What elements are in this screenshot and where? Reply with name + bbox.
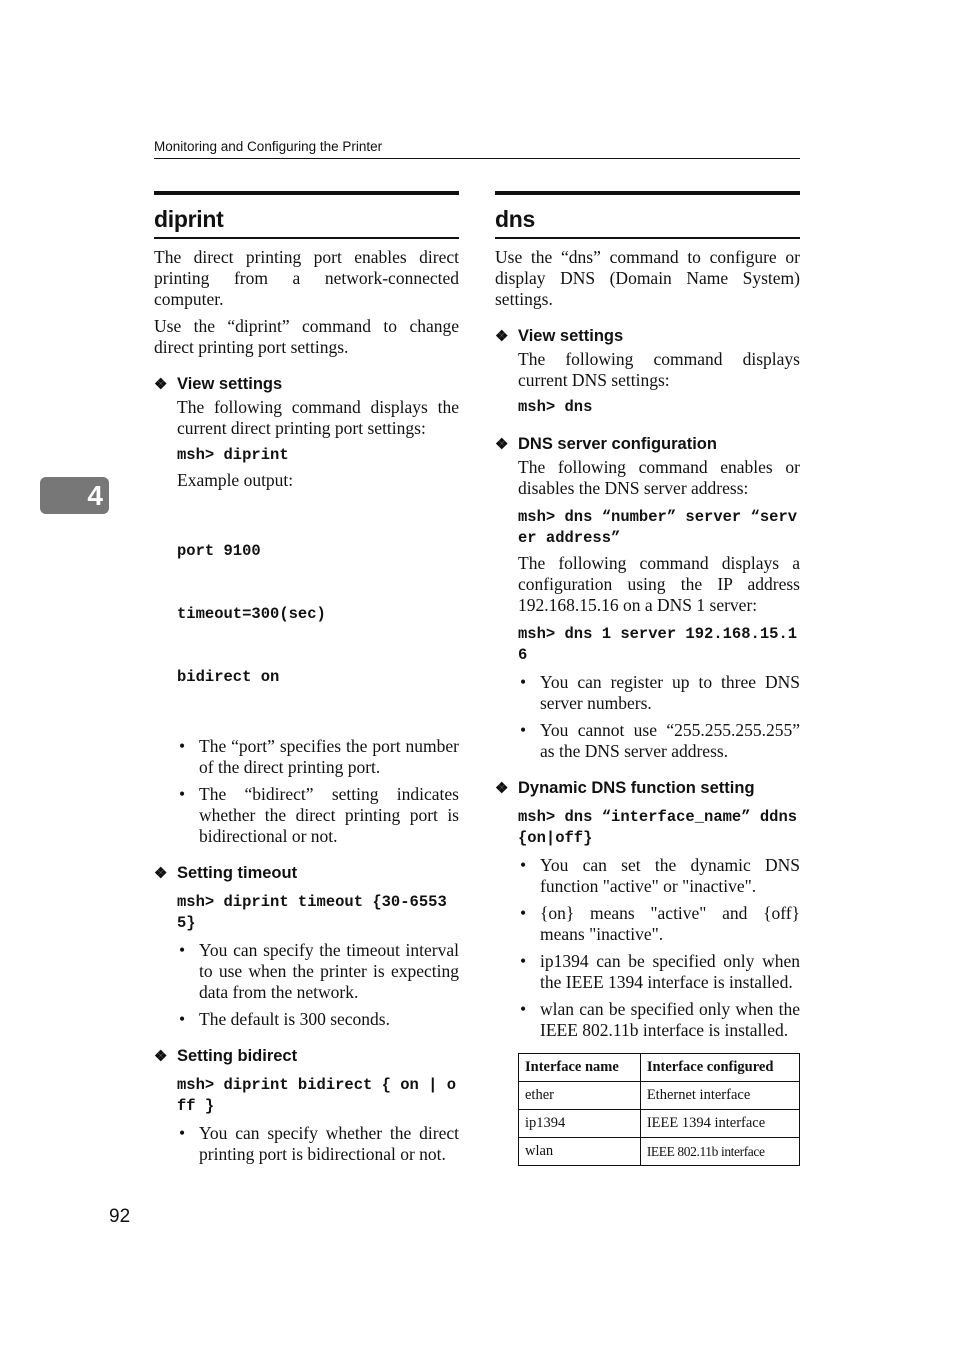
table-cell: ether xyxy=(519,1082,641,1110)
example-output xyxy=(177,499,459,730)
bullet-icon: • xyxy=(179,1009,186,1029)
subheading-setting-bidirect: ❖ Setting bidirect xyxy=(154,1047,298,1065)
command-line: msh> diprint xyxy=(177,446,289,464)
table-cell: wlan xyxy=(519,1138,641,1166)
bullet-list xyxy=(177,1123,459,1165)
bullet-icon: • xyxy=(179,940,186,960)
section-top-rule xyxy=(495,191,800,195)
table-row xyxy=(519,1138,800,1166)
subheading-view-settings: ❖ View settings xyxy=(154,375,283,393)
subheading-dynamic-dns: ❖ Dynamic DNS function setting xyxy=(495,779,755,797)
command-line: msh> dns xyxy=(518,398,593,416)
intro-paragraph: Use the “diprint” command to change direct printing port settings. xyxy=(154,316,459,357)
section-bottom-rule xyxy=(495,237,800,239)
table-cell: IEEE 1394 interface xyxy=(640,1110,799,1138)
command-line: msh> dns 1 server 192.168.15.16 xyxy=(518,625,798,664)
list-item: • {on} means "active" and {off} means "inactive". xyxy=(520,903,800,944)
list-item: • The default is 300 seconds. xyxy=(179,1009,390,1029)
command-line: msh> diprint timeout {30-65535} xyxy=(177,893,447,932)
table-cell: Ethernet interface xyxy=(640,1082,799,1110)
table-header-cell: Interface configured xyxy=(640,1054,799,1082)
intro-paragraph: Use the “dns” command to configure or display DNS (Domain Name System) settings. xyxy=(495,247,800,309)
output-line: timeout=300(sec) xyxy=(177,605,326,623)
diamond-bullet-icon: ❖ xyxy=(495,436,509,453)
subheading-dns-server: ❖ DNS server configuration xyxy=(495,435,717,453)
bullet-list xyxy=(177,736,459,847)
table-header-row xyxy=(519,1054,800,1082)
diamond-bullet-icon: ❖ xyxy=(495,780,509,797)
section-title: diprint xyxy=(154,206,224,232)
list-item: • The “bidirect” setting indicates whether the direct printing port is bidirectional or not. xyxy=(179,784,459,846)
bullet-icon: • xyxy=(520,999,527,1019)
page-number: 92 xyxy=(109,1206,131,1227)
list-item: • You can set the dynamic DNS function "active" or "inactive". xyxy=(520,855,800,896)
table-row xyxy=(519,1110,800,1138)
view-description: The following command displays the current direct printing port settings: xyxy=(177,397,459,438)
bullet-icon: • xyxy=(520,951,527,971)
section-bottom-rule xyxy=(154,237,459,239)
example-label: Example output: xyxy=(177,470,294,490)
view-description: The following command displays current DNS settings: xyxy=(518,349,800,390)
chapter-tab: 4 xyxy=(40,477,109,514)
bullet-icon: • xyxy=(520,903,527,923)
output-line: port 9100 xyxy=(177,542,261,560)
list-item: • You can specify the timeout interval to use when the printer is expecting data from the network. xyxy=(179,940,459,1002)
server-example-description: The following command displays a configuration using the IP address 192.168.15.16 on a DNS 1 server: xyxy=(518,553,800,615)
running-header: Monitoring and Configuring the Printer xyxy=(154,139,383,154)
bullet-icon: • xyxy=(179,784,186,804)
diprint-section xyxy=(154,191,459,1171)
intro-paragraph: The direct printing port enables direct printing from a network-connected computer. xyxy=(154,247,459,309)
bullet-icon: • xyxy=(520,855,527,875)
table-cell: ip1394 xyxy=(519,1110,641,1138)
subheading-view-settings: ❖ View settings xyxy=(495,327,624,345)
command-line: msh> dns “interface_name” ddns {on|off} xyxy=(518,808,807,847)
list-item: • You can specify whether the direct printing port is bidirectional or not. xyxy=(179,1123,459,1164)
diamond-bullet-icon: ❖ xyxy=(154,865,168,882)
output-line: bidirect on xyxy=(177,668,280,686)
table-header-cell: Interface name xyxy=(519,1054,641,1082)
diamond-bullet-icon: ❖ xyxy=(154,376,168,393)
dns-section xyxy=(495,191,807,1166)
command-line: msh> dns “number” server “server address” xyxy=(518,508,798,547)
server-description: The following command enables or disables the DNS server address: xyxy=(518,457,800,498)
bullet-icon: • xyxy=(520,672,527,692)
diamond-bullet-icon: ❖ xyxy=(154,1048,168,1065)
bullet-icon: • xyxy=(520,720,527,740)
interface-table xyxy=(518,1053,800,1166)
list-item: • You can register up to three DNS server numbers. xyxy=(520,672,800,713)
list-item: • You cannot use “255.255.255.255” as the DNS server address. xyxy=(520,720,800,761)
header-rule xyxy=(154,158,800,159)
table-row xyxy=(519,1082,800,1110)
list-item: • The “port” specifies the port number of the direct printing port. xyxy=(179,736,459,777)
bullet-list xyxy=(518,672,800,762)
bullet-icon: • xyxy=(179,1123,186,1143)
subheading-setting-timeout: ❖ Setting timeout xyxy=(154,864,298,882)
command-line: msh> diprint bidirect { on | off } xyxy=(177,1076,457,1115)
section-top-rule xyxy=(154,191,459,195)
section-title: dns xyxy=(495,206,535,232)
bullet-icon: • xyxy=(179,736,186,756)
bullet-list xyxy=(518,855,800,1041)
diamond-bullet-icon: ❖ xyxy=(495,328,509,345)
list-item: • ip1394 can be specified only when the IEEE 1394 interface is installed. xyxy=(520,951,800,992)
bullet-list xyxy=(177,940,459,1030)
table-cell: IEEE 802.11b interface xyxy=(640,1138,799,1166)
list-item: • wlan can be specified only when the IEEE 802.11b interface is installed. xyxy=(520,999,800,1040)
